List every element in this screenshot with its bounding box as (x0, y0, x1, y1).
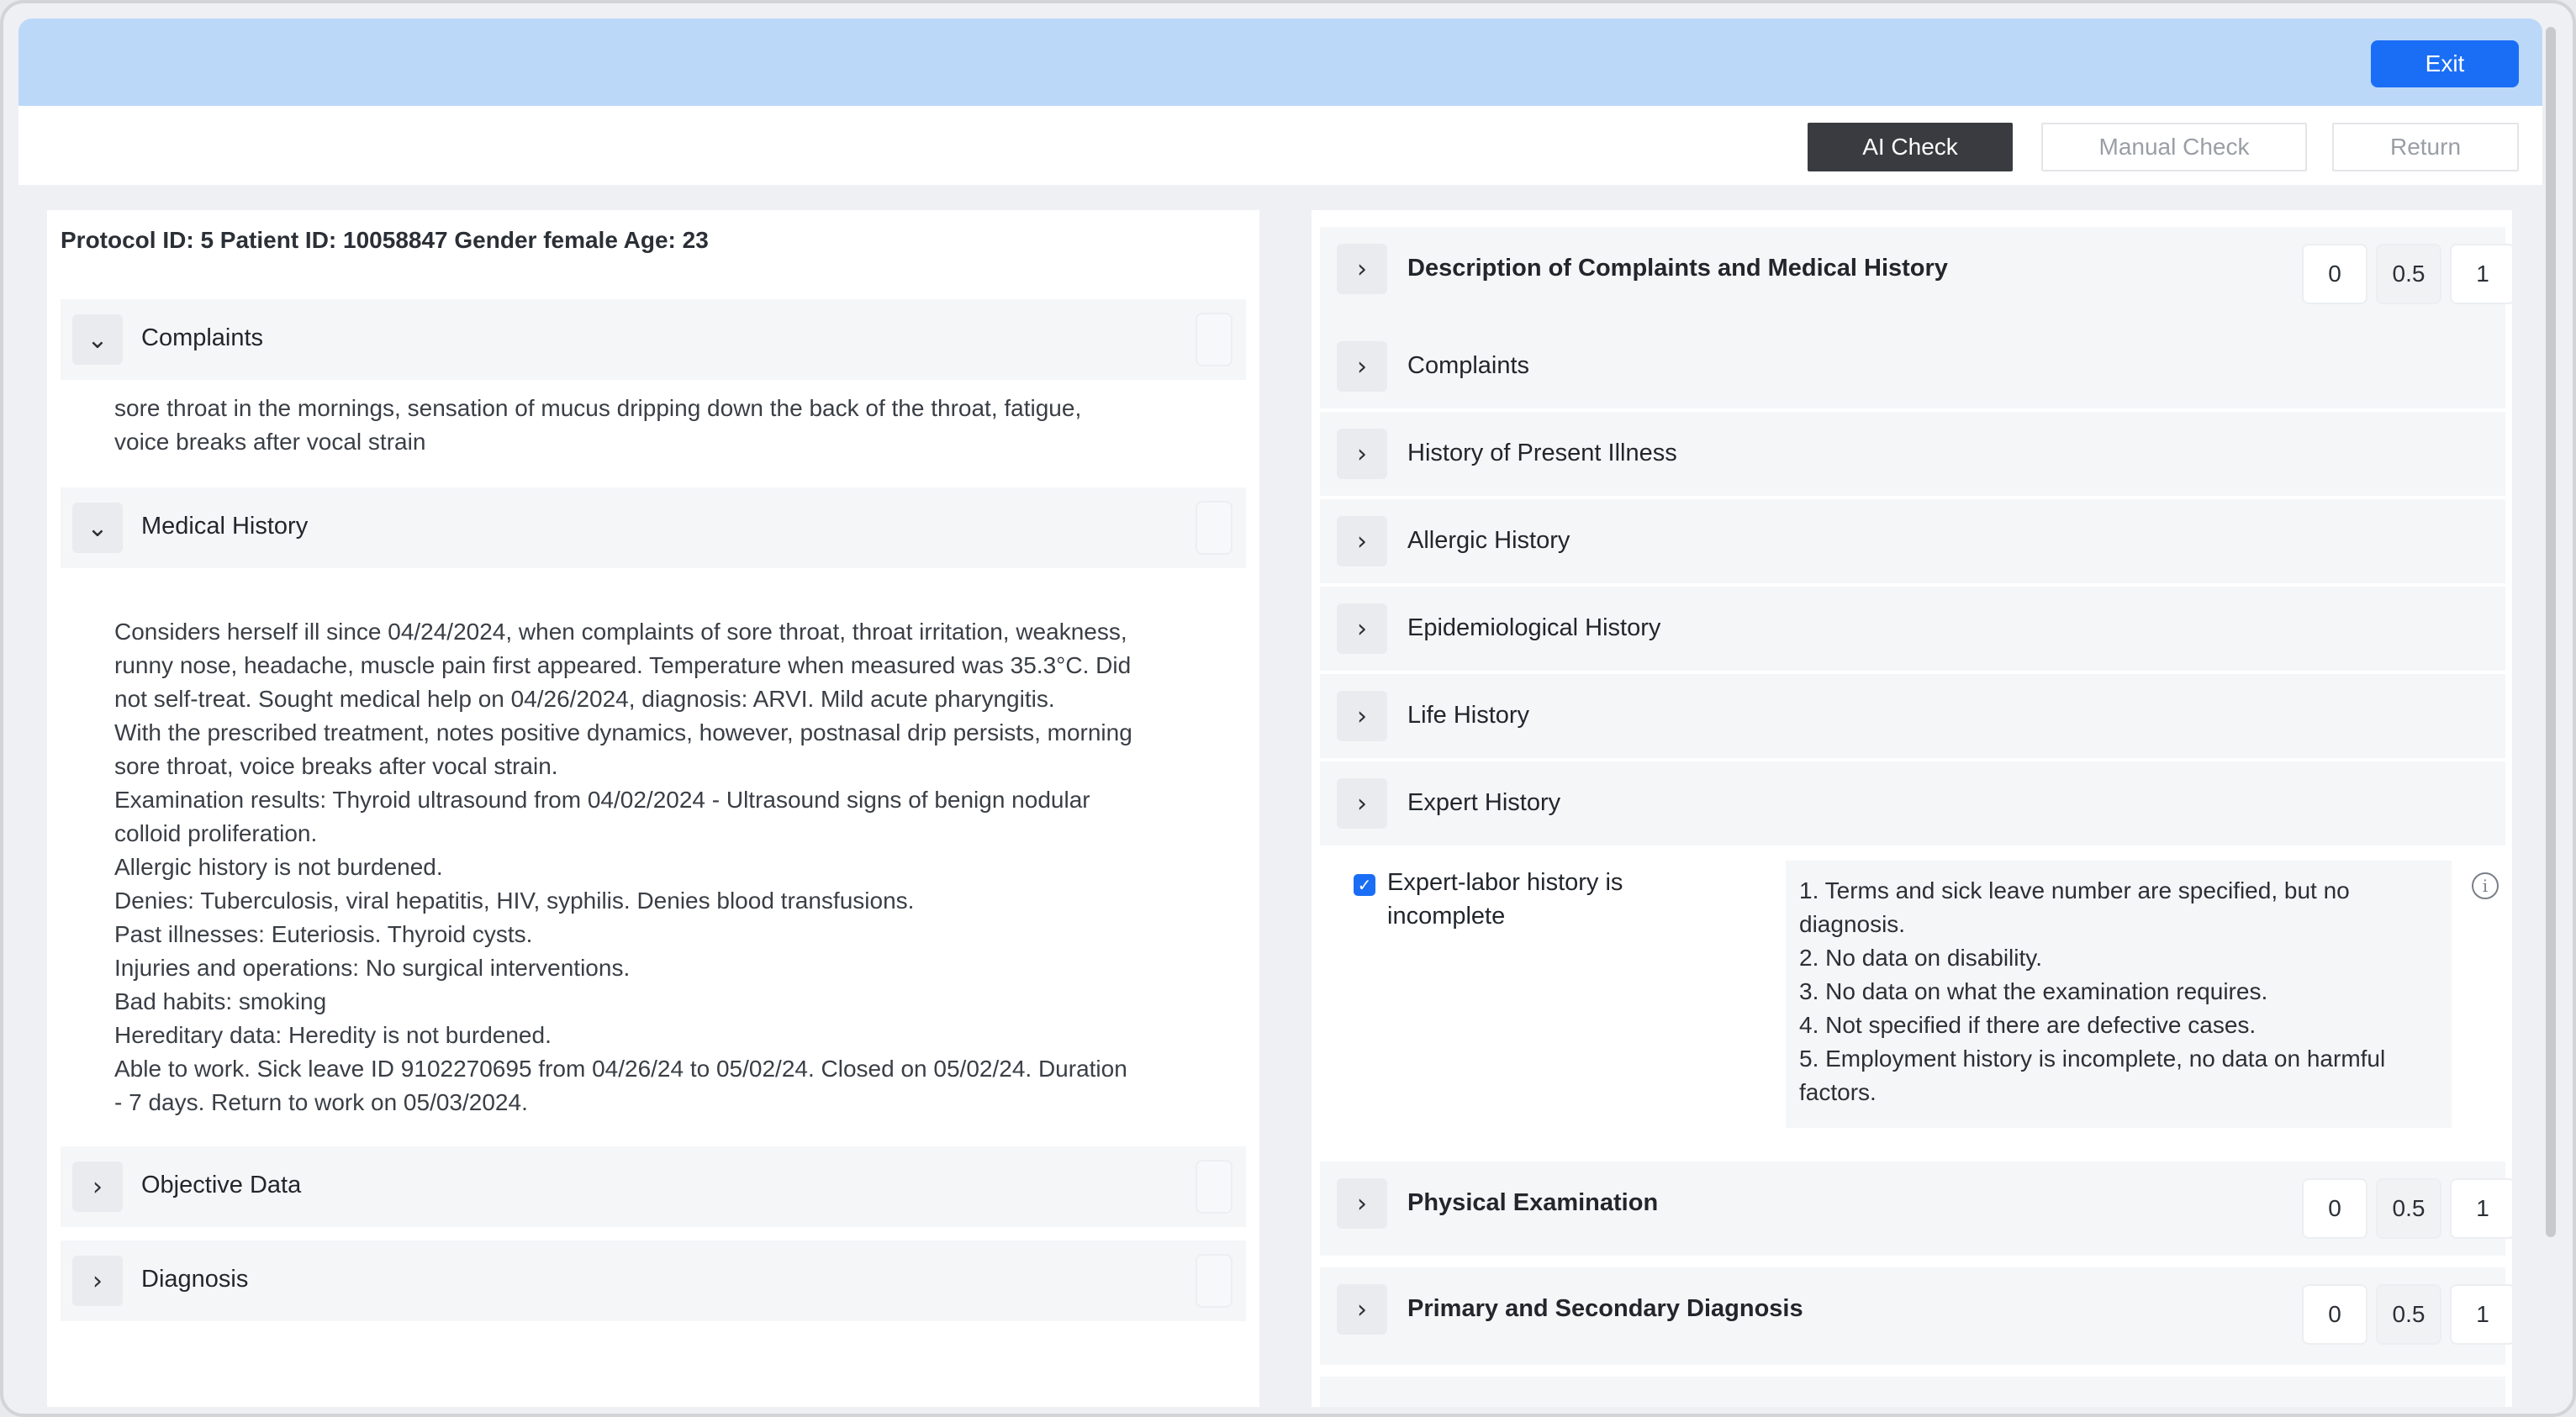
criterion-allergic-history[interactable] (1320, 499, 2505, 583)
criterion-epidemiological-history[interactable] (1320, 587, 2505, 671)
ai-check-button[interactable]: AI Check (1808, 123, 2013, 171)
chevron-down-icon[interactable]: ⌄ (72, 503, 123, 553)
score-0.5-button[interactable]: 0.5 (2376, 1178, 2441, 1239)
chevron-right-icon[interactable]: › (1337, 778, 1387, 829)
section-complaints[interactable] (61, 299, 1246, 380)
chevron-down-icon[interactable]: ⌄ (72, 314, 123, 365)
top-bar (18, 18, 2542, 106)
section-title: Diagnosis (141, 1266, 249, 1293)
score-0-button[interactable]: 0 (2302, 1178, 2367, 1239)
criterion-title: Allergic History (1407, 527, 1570, 554)
criterion-complaints[interactable] (1320, 324, 2505, 408)
criterion-description[interactable] (1320, 227, 2505, 324)
section-checkbox[interactable] (1196, 1254, 1233, 1308)
finding-details: 1. Terms and sick leave number are specified, but no diagnosis. 2. No data on disability. 3. No data on what the examination requires. 4. Not specified if there are defective cases. 5. Employment history is incomplete, no data on harmful factors. (1786, 861, 2452, 1128)
score-0-button[interactable]: 0 (2302, 244, 2367, 304)
scrollbar-thumb[interactable] (2546, 27, 2556, 1237)
section-checkbox[interactable] (1196, 1160, 1233, 1214)
info-icon[interactable]: i (2472, 872, 2499, 899)
criterion-title: Epidemiological History (1407, 614, 1661, 641)
section-title: Medical History (141, 513, 309, 540)
chevron-right-icon[interactable]: › (1337, 1178, 1387, 1229)
chevron-right-icon[interactable]: › (72, 1256, 123, 1306)
criterion-present-illness[interactable] (1320, 412, 2505, 496)
vertical-scrollbar[interactable] (2542, 18, 2559, 1405)
manual-check-button[interactable]: Manual Check (2041, 123, 2307, 171)
chevron-right-icon[interactable]: › (1337, 244, 1387, 294)
criterion-title: Expert History (1407, 789, 1561, 816)
section-objective-data[interactable] (61, 1146, 1246, 1227)
score-0.5-button[interactable]: 0.5 (2376, 1284, 2441, 1345)
criterion-title: Life History (1407, 702, 1530, 729)
section-title: Objective Data (141, 1172, 302, 1198)
complaints-text: sore throat in the mornings, sensation of mucus dripping down the back of the throat, fatigue, voice breaks after vocal strain (114, 395, 1082, 455)
criterion-primary-secondary-diagnosis[interactable] (1320, 1267, 2505, 1365)
return-button[interactable]: Return (2332, 123, 2519, 171)
evaluation-panel (1312, 210, 2512, 1407)
criterion-expert-history[interactable] (1320, 761, 2505, 845)
score-1-button[interactable]: 1 (2450, 244, 2512, 304)
criterion-title: Complaints (1407, 352, 1530, 379)
toolbar (18, 106, 2542, 185)
finding-expert-labor (1320, 861, 2505, 1150)
patient-info: Protocol ID: 5 Patient ID: 10058847 Gender female Age: 23 (61, 227, 709, 253)
section-diagnosis[interactable] (61, 1241, 1246, 1321)
finding-label: Expert-labor history is incomplete (1387, 869, 1623, 930)
criterion-title: Physical Examination (1407, 1189, 1659, 1216)
criterion-title: History of Present Illness (1407, 440, 1677, 466)
chevron-right-icon[interactable]: › (1337, 1284, 1387, 1335)
section-medical-history[interactable] (61, 487, 1246, 568)
chevron-right-icon[interactable]: › (1337, 516, 1387, 566)
exit-button[interactable]: Exit (2371, 40, 2519, 87)
section-checbox[interactable] (1196, 501, 1233, 555)
chevron-right-icon[interactable]: › (1337, 429, 1387, 479)
chevron-right-icon[interactable]: › (1337, 691, 1387, 741)
chevron-right-icon[interactable]: › (72, 1162, 123, 1212)
criterion-title: Description of Complaints and Medical History (1407, 255, 1948, 282)
criterion-physical-examination[interactable] (1320, 1162, 2505, 1256)
section-checkbox[interactable] (1196, 313, 1233, 366)
criterion-life-history[interactable] (1320, 674, 2505, 758)
finding-checkbox[interactable]: ✓ (1354, 874, 1375, 896)
score-0-button[interactable]: 0 (2302, 1284, 2367, 1345)
score-0.5-button[interactable]: 0.5 (2376, 244, 2441, 304)
criterion-title: Primary and Secondary Diagnosis (1407, 1295, 1803, 1322)
criterion-next-partial (1320, 1377, 2505, 1407)
score-1-button[interactable]: 1 (2450, 1284, 2512, 1345)
section-title: Complaints (141, 324, 264, 351)
chevron-right-icon[interactable]: › (1337, 341, 1387, 392)
patient-record-panel (47, 210, 1259, 1407)
score-1-button[interactable]: 1 (2450, 1178, 2512, 1239)
medical-history-text: Considers herself ill since 04/24/2024, when complaints of sore throat, throat irritation, weakness, runny nose, headache, muscle pain first appeared. Temperature when measured was 35.3°C. Did not self-treat. Sought medical help on 04/26/2024, diagnosis: ARVI. Mild acute pharyngitis. With the prescribed treatment, notes positive dynamics, however, postnasal drip persists, morning sore throat, voice breaks after vocal strain. Examination results: Thyroid ultrasound from 04/02/2024 - Ultrasound signs of benign nodular colloid proliferation. Allergic history is not burdened. Denies: Tuberculosis, viral hepatitis, HIV, syphilis. Denies blood transfusions. Past illnesses: Euteriosis. Thyroid cysts. Injuries and operations: No surgical interventions. Bad habits: smoking Hereditary data: Heredity is not burdened. Able to work. Sick leave ID 9102270695 from 04/26/24 to 05/02/24. Closed on 05/02/24. Duration - 7 days. Return to work on 05/03/2024. (114, 619, 1132, 1115)
chevron-right-icon[interactable]: › (1337, 603, 1387, 654)
